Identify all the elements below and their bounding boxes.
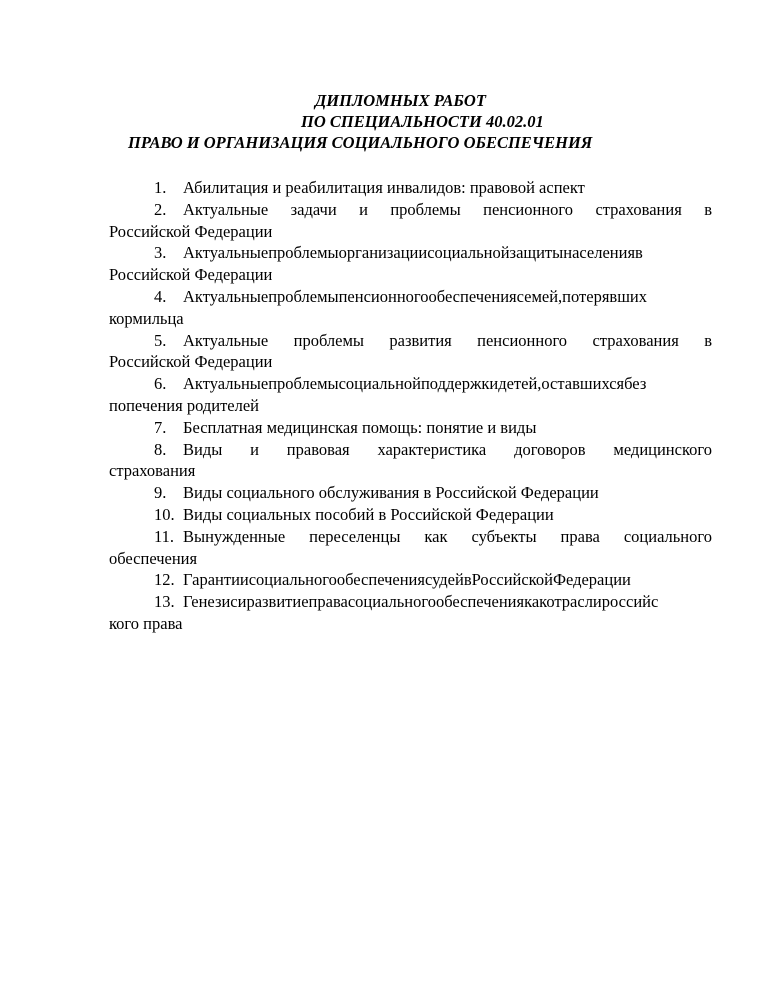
item-text: Вынужденные переселенцы как субъекты права социального <box>183 526 712 546</box>
item-number: 4. <box>154 286 167 306</box>
item-text: Актуальныепроблемыпенсионногообеспечениясемей,потерявших <box>183 286 647 306</box>
item-number: 2. <box>154 199 167 219</box>
list-item <box>109 591 712 635</box>
list-item <box>109 199 712 243</box>
item-number: 7. <box>154 417 167 437</box>
item-text-continuation: Российской Федерации <box>109 221 273 241</box>
list-item <box>109 242 712 286</box>
item-number: 8. <box>154 439 167 459</box>
list-item <box>109 330 712 374</box>
list-item <box>109 482 712 504</box>
item-number: 13. <box>154 592 175 612</box>
item-number: 9. <box>154 483 167 503</box>
list-item <box>109 373 712 417</box>
item-text-continuation: страхования <box>109 461 196 481</box>
title-line-2: ПО СПЕЦИАЛЬНОСТИ 40.02.01 <box>301 112 544 131</box>
item-text-continuation: кормильца <box>109 308 184 328</box>
item-number: 3. <box>154 243 167 263</box>
item-text: Актуальные задачи и проблемы пенсионного страхования в <box>183 199 712 219</box>
topic-list <box>109 177 712 635</box>
item-text: Актуальныепроблемысоциальнойподдержкидетей,оставшихсябез <box>183 374 647 394</box>
item-number: 1. <box>154 178 167 197</box>
item-text-continuation: Российской Федерации <box>109 265 273 285</box>
title-line-1: ДИПЛОМНЫХ РАБОТ <box>315 91 486 110</box>
item-text: Виды социальных пособий в Российской Федерации <box>183 504 554 524</box>
item-text: Виды социального обслуживания в Российской Федерации <box>183 483 599 503</box>
list-item <box>109 504 712 526</box>
item-text: Виды и правовая характеристика договоров медицинского <box>183 439 712 459</box>
item-text-continuation: обеспечения <box>109 548 198 568</box>
item-text-continuation: попечения родителей <box>109 395 259 415</box>
title-line-3: ПРАВО И ОРГАНИЗАЦИЯ СОЦИАЛЬНОГО ОБЕСПЕЧЕНИЯ <box>128 133 593 152</box>
list-item <box>109 526 712 570</box>
item-text-continuation: кого права <box>109 613 183 633</box>
item-text: Актуальные проблемы развития пенсионного страхования в <box>183 330 712 350</box>
item-text: Абилитация и реабилитация инвалидов: правовой аспект <box>183 178 585 197</box>
list-item <box>109 177 712 199</box>
item-text: Генезисиразвитиеправасоциальногообеспечениякакотраслироссийс <box>183 592 659 612</box>
list-item <box>109 286 712 330</box>
item-number: 10. <box>154 504 175 524</box>
item-text: Бесплатная медицинская помощь: понятие и виды <box>183 417 537 437</box>
item-text: ГарантиисоциальногообеспечениясудейвРоссийскойФедерации <box>183 570 631 590</box>
list-item <box>109 439 712 483</box>
list-item <box>109 417 712 439</box>
item-text: Актуальныепроблемыорганизациисоциальнойзащитынаселенияв <box>183 243 643 263</box>
item-number: 11. <box>154 526 175 546</box>
item-number: 12. <box>154 570 175 590</box>
item-number: 6. <box>154 374 167 394</box>
item-number: 5. <box>154 330 167 350</box>
list-item <box>109 569 712 591</box>
item-text-continuation: Российской Федерации <box>109 352 273 372</box>
